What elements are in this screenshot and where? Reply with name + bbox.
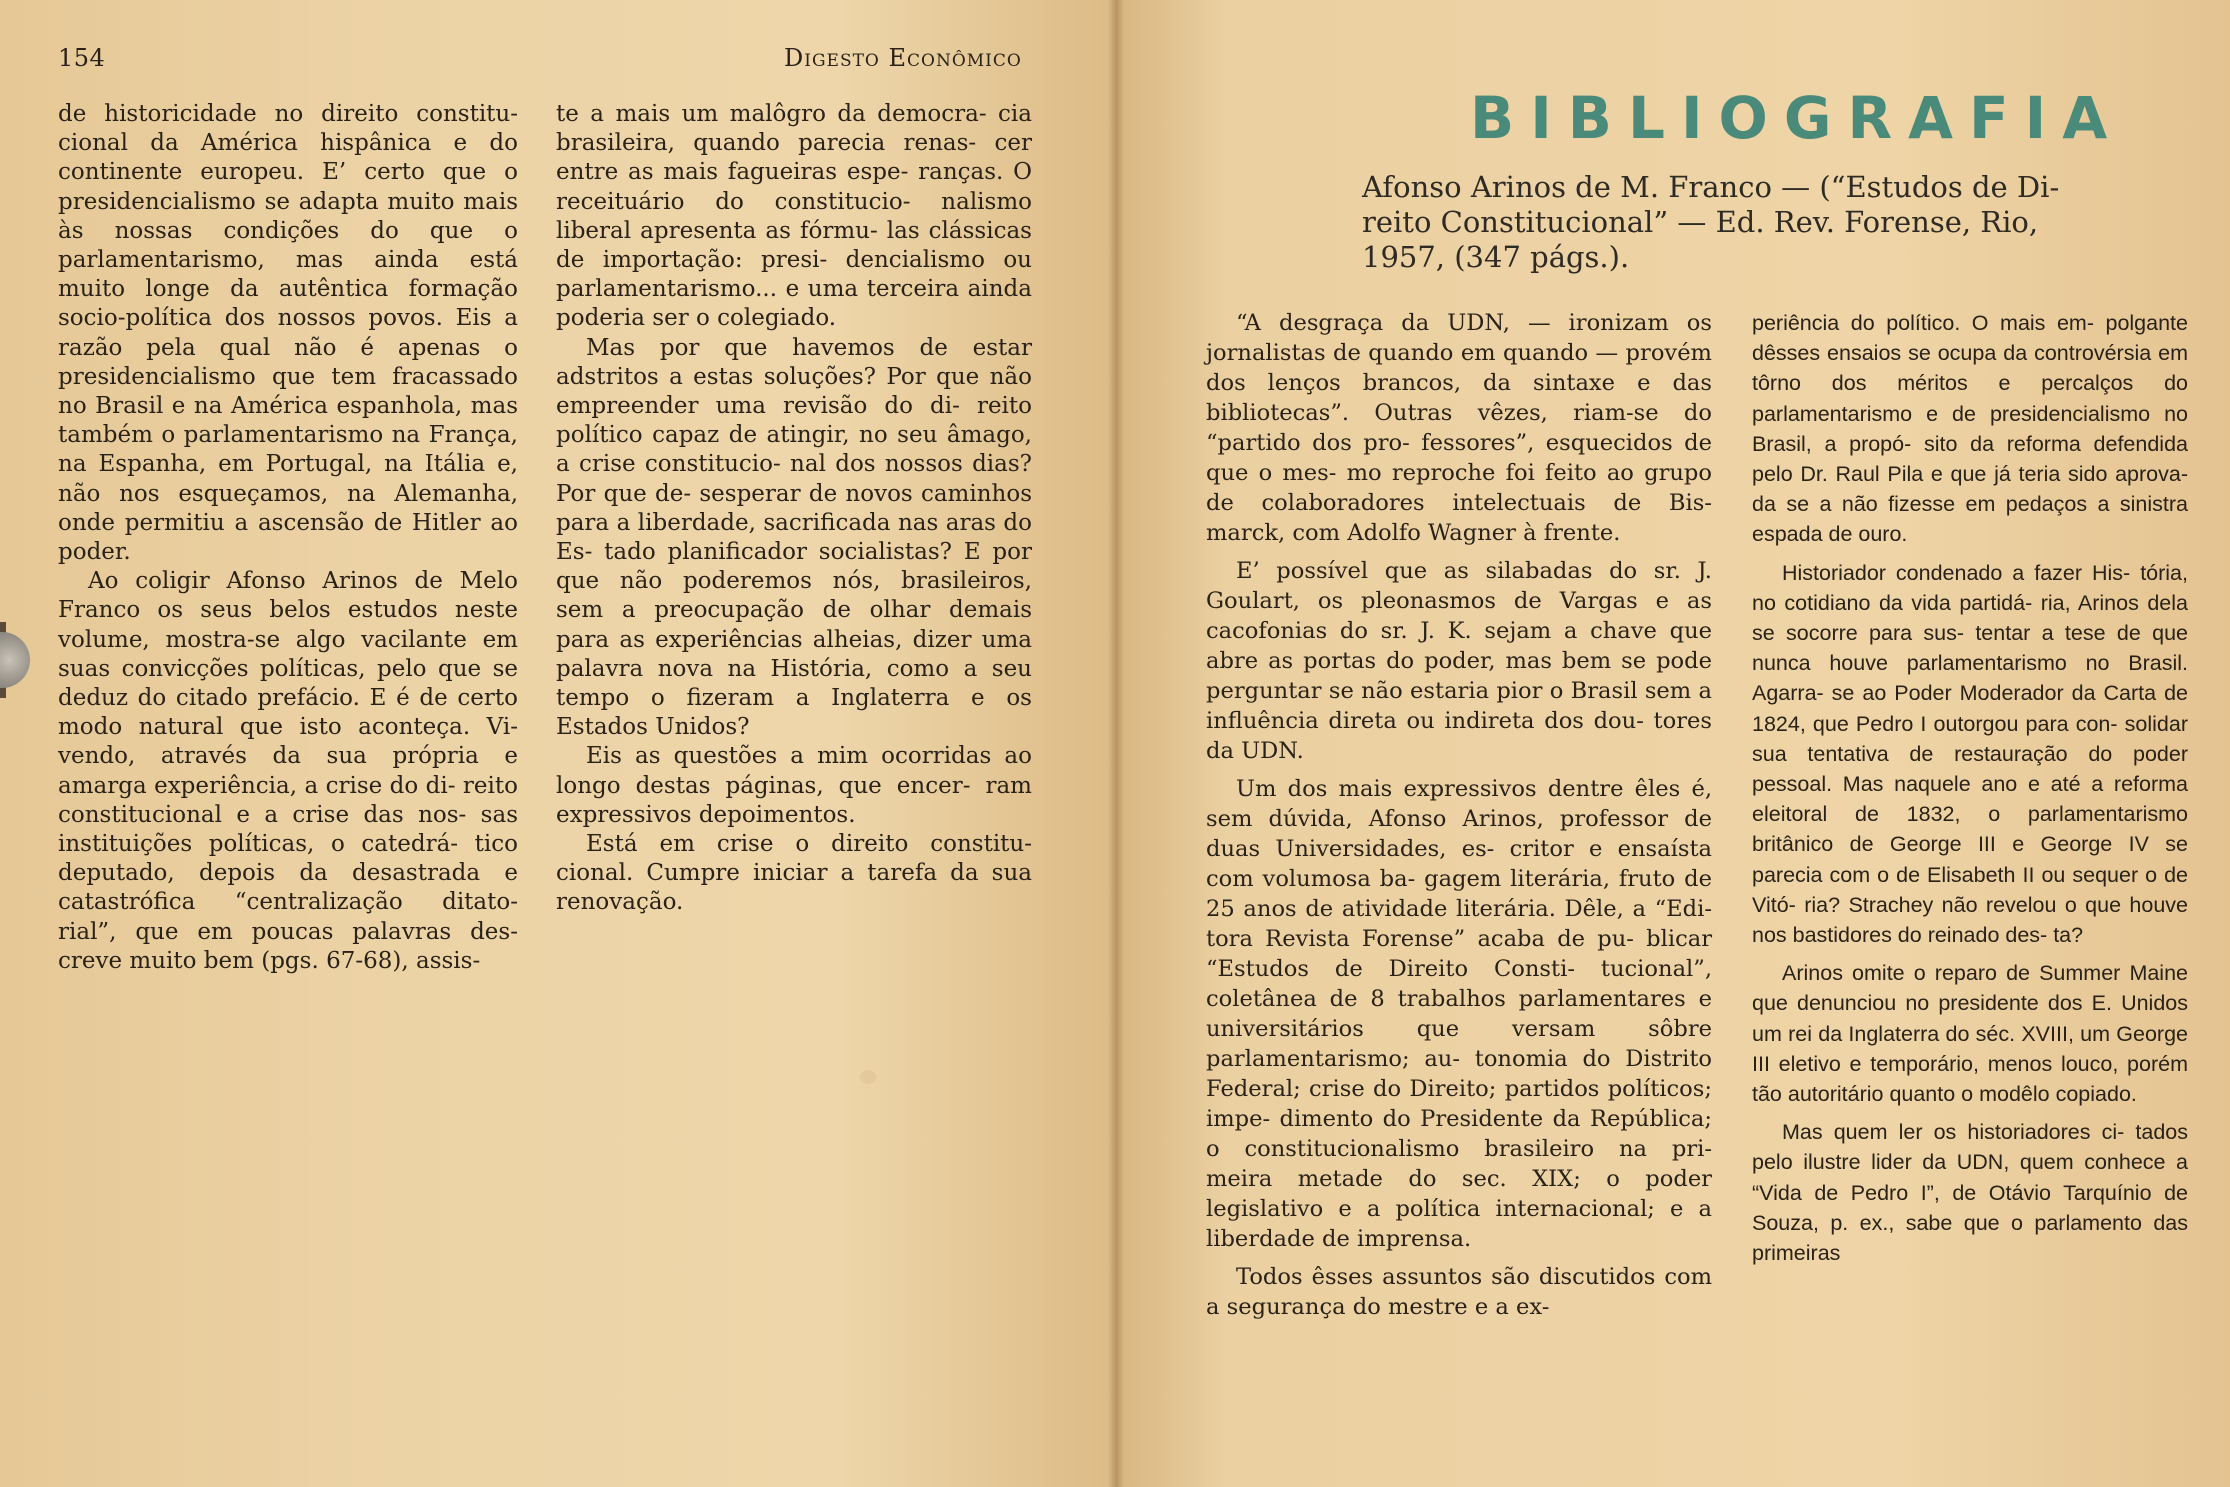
paragraph: periência do político. O mais em- polgante dêsses ensaios se ocupa da controvérsia em tôrno dos méritos e percalços do parlamentarismo e de presidencialismo no Brasil, a propó- sito da reforma defendida pelo Dr. Raul Pila e que já teria sido aprova- da se a não fizesse em pedaços a sinistra espada de ouro. (1752, 311, 2188, 547)
ink-spot (860, 1070, 876, 1084)
paragraph: Todos êsses assuntos são discutidos com a segurança do mestre e a ex- (1206, 1264, 1712, 1320)
staple-icon (0, 632, 30, 688)
paragraph: Está em crise o direito constitu- cional. Cumpre iniciar a tarefa da sua renovação. (556, 831, 1032, 916)
paragraph: Arinos omite o reparo de Summer Maine que denunciou no presidente dos E. Unidos um rei da Inglaterra do séc. XVIII, um George III eletivo e temporário, menos louco, porém tão autoritário quanto o modêlo copiado. (1752, 961, 2188, 1107)
paragraph: de historicidade no direito constitu- cional da América hispânica e do continente europeu. E’ certo que o presidencialismo se adapta muito mais às nossas condições do que o parlamentarismo, mas ainda está muito longe da autêntica formação socio-política dos nossos povos. Eis a razão pela qual não é apenas o presidencialismo que tem fracassado no Brasil e na América espanhola, mas também o parlamentarismo na França, na Espanha, em Portugal, na Itália e, não nos esqueçamos, na Alemanha, onde permitiu a ascensão de Hitler ao poder. (58, 101, 518, 566)
section-title: BIBLIOGRAFIA (1470, 84, 2124, 152)
reference-line: reito Constitucional” — Ed. Rev. Forense, Rio, (1362, 205, 2039, 239)
right-page (1116, 0, 2230, 1487)
page-number: 154 (58, 44, 106, 72)
right-column-1 (1206, 308, 1712, 1322)
paragraph: Mas por que havemos de estar adstritos a estas soluções? Por que não empreender uma revisão do di- reito político capaz de atingir, no seu âmago, a crise constitucio- nal dos nossos dias? Por que de- sesperar de novos caminhos para a liberdade, sacrificada nas aras do Es- tado planificador socialistas? E por que não poderemos nós, brasileiros, sem a preocupação de olhar demais para as experiências alheias, dizer uma palavra nova na História, como a seu tempo o fizeram a Inglaterra e os Estados Unidos? (556, 334, 1032, 741)
paragraph: Historiador condenado a fazer His- tória, no cotidiano da vida partidá- ria, Arinos dela se socorre para sus- tentar a tese de que nunca houve parlamentarismo no Brasil. Agarra- se ao Poder Moderador da Carta de 1824, que Pedro I outorgou para con- solidar sua tentativa de restauração do poder pessoal. Mas naquele ano e até a reforma eleitoral de 1832, o parlamentarismo britânico de George III e George IV se parecia com o de Elisabeth II ou sequer o de Vitó- ria? Strachey não revelou o que houve nos bastidores do reinado des- ta? (1752, 560, 2188, 948)
left-column-1 (58, 100, 518, 976)
journal-title: Digesto Econômico (784, 44, 1022, 72)
paragraph: Eis as questões a mim ocorridas ao longo destas páginas, que encer- ram expressivos depoimentos. (556, 743, 1032, 828)
bibliographic-reference (1362, 170, 2062, 275)
paragraph: “A desgraça da UDN, — ironizam os jornalistas de quando em quando — provém dos lenços brancos, da sintaxe e das bibliotecas”. Outras vêzes, riam-se do “partido dos pro- fessores”, esquecidos de que o mes- mo reproche foi feito ao grupo de colaboradores intelectuais de Bis- marck, com Adolfo Wagner à frente. (1206, 310, 1712, 546)
reference-line: Afonso Arinos de M. Franco — (“Estudos de Di- (1362, 170, 2060, 204)
paragraph: Ao coligir Afonso Arinos de Melo Franco os seus belos estudos neste volume, mostra-se algo vacilante em suas convicções políticas, pelo que se deduz do citado prefácio. E é de certo modo natural que isto aconteça. Vi- vendo, através da sua própria e amarga experiência, a crise do di- reito constitucional e a crise das nos- sas instituições políticas, o catedrá- tico deputado, depois da desastrada e catastrófica “centralização ditato- rial”, que em poucas palavras des- creve muito bem (pgs. 67-68), assis- (58, 568, 518, 974)
left-column-2 (556, 100, 1032, 918)
right-column-2 (1752, 308, 2188, 1268)
paragraph: te a mais um malôgro da democra- cia brasileira, quando parecia renas- cer entre as mais fagueiras espe- ranças. O receituário do constitucio- nalismo liberal apresenta as fórmu- las clássicas de importação: presi- dencialismo ou parlamentarismo... e uma terceira ainda poderia ser o colegiado. (556, 101, 1032, 332)
reference-line: 1957, (347 págs.). (1362, 240, 1630, 274)
paragraph: Mas quem ler os historiadores ci- tados pelo ilustre lider da UDN, quem conhece a “Vida de Pedro I”, de Otávio Tarquínio de Souza, p. ex., sabe que o parlamento das primeiras (1752, 1120, 2188, 1266)
book-gutter (1108, 0, 1124, 1487)
paragraph: E’ possível que as silabadas do sr. J. Goulart, os pleonasmos de Vargas e as cacofonias do sr. J. K. sejam a chave que abre as portas do poder, mas bem se pode perguntar se não estaria pior o Brasil sem a influência direta ou indireta dos dou- tores da UDN. (1206, 558, 1712, 764)
paragraph: Um dos mais expressivos dentre êles é, sem dúvida, Afonso Arinos, professor de duas Universidades, es- critor e ensaísta com volumosa ba- gagem literária, fruto de 25 anos de atividade literária. Dêle, a “Edi- tora Revista Forense” acaba de pu- blicar “Estudos de Direito Consti- tucional”, coletânea de 8 trabalhos parlamentares e universitários que versam sôbre parlamentarismo; au- tonomia do Distrito Federal; crise do Direito; partidos políticos; impe- dimento do Presidente da República; o constitucionalismo brasileiro na pri- meira metade do sec. XIX; o poder legislativo e a política internacional; e a liberdade de imprensa. (1206, 776, 1712, 1252)
